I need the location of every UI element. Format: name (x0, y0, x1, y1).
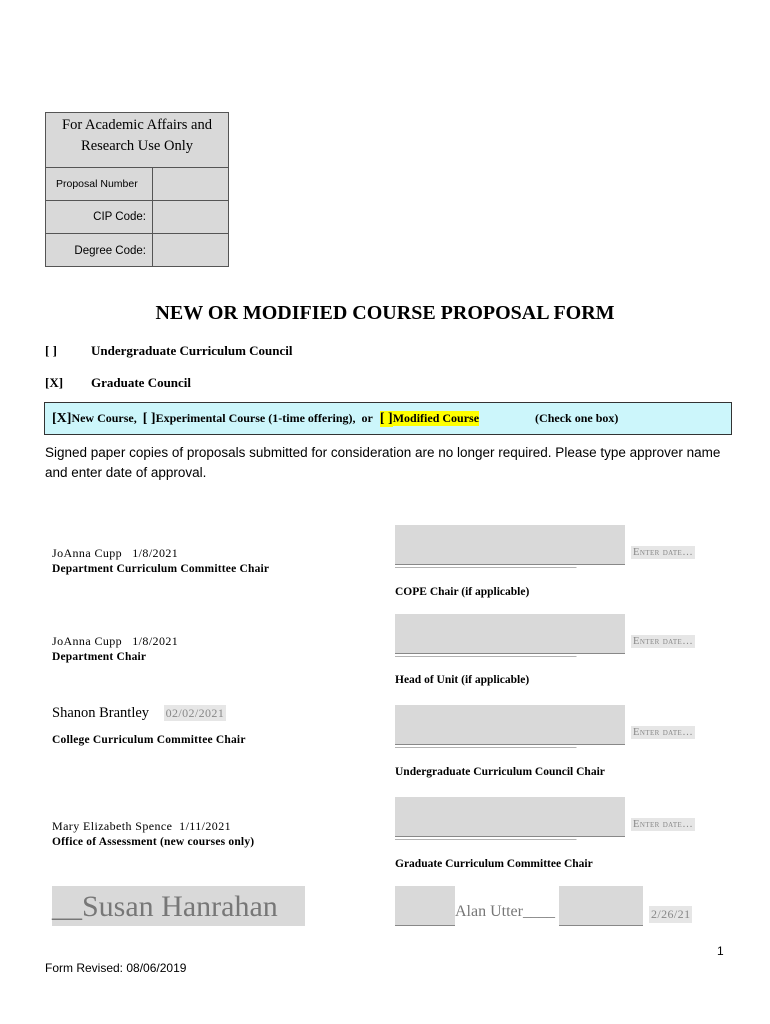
form-revised-footer: Form Revised: 08/06/2019 (45, 961, 187, 975)
signer-date[interactable]: 02/02/2021 (165, 706, 225, 720)
new-course-checkbox[interactable]: [X] (52, 410, 72, 426)
signer-name[interactable]: JoAnna Cupp (52, 546, 123, 560)
proposal-number-field[interactable] (153, 168, 228, 200)
council-option-graduate[interactable] (0, 375, 770, 393)
degree-code-label: Degree Code: (46, 234, 153, 267)
head-of-unit-signature-field[interactable]: _________________________________ (395, 614, 625, 654)
head-of-unit-date-field[interactable]: Enter date… (633, 636, 694, 647)
alan-utter-signature[interactable] (395, 886, 645, 926)
council-label-graduate: Graduate Council (91, 375, 192, 390)
signer-role: Department Curriculum Committee Chair (52, 563, 270, 575)
signer-name[interactable]: Shanon Brantley (52, 705, 150, 721)
form-title: NEW OR MODIFIED COURSE PROPOSAL FORM (155, 302, 615, 324)
ucc-chair-signature-field[interactable]: _________________________________ (395, 705, 625, 745)
new-course-label: New Course, (71, 411, 137, 425)
signer-role: College Curriculum Committee Chair (52, 734, 246, 746)
cip-code-label: CIP Code: (46, 201, 153, 233)
ucc-chair-date-field[interactable]: Enter date… (633, 727, 694, 738)
or-text: or (361, 411, 373, 425)
signature-segment (395, 886, 455, 926)
left-signature-3 (52, 705, 246, 746)
gcc-chair-date-field[interactable]: Enter date… (633, 819, 694, 830)
check-one-note: (Check one box) (535, 411, 619, 425)
gcc-chair-label: Graduate Curriculum Committee Chair (395, 858, 593, 870)
instructions-text: Signed paper copies of proposals submitted for consideration are no longer required. Please type approver name and enter date of approval. (45, 445, 721, 480)
left-signature-2 (52, 634, 178, 663)
use-box-heading: For Academic Affairs and Research Use Only (46, 113, 228, 168)
susan-hanrahan-signature[interactable]: __Susan Hanrahan (52, 886, 305, 926)
cip-code-field[interactable] (153, 201, 228, 233)
alan-utter-date[interactable]: 2/26/21 (651, 907, 691, 921)
experimental-course-checkbox[interactable]: [ ] (142, 410, 156, 426)
modified-course-checkbox[interactable]: [ ] (379, 410, 393, 426)
degree-code-field[interactable] (153, 234, 228, 267)
signer-date[interactable]: 1/11/2021 (179, 819, 231, 833)
proposal-number-row (46, 168, 228, 201)
signer-role: Department Chair (52, 651, 147, 663)
gcc-chair-signature-field[interactable]: _________________________________ (395, 797, 625, 837)
academic-affairs-use-box (45, 112, 229, 267)
council-checkbox-graduate[interactable]: [X] (45, 375, 64, 390)
cope-chair-signature-field[interactable]: _________________________________ (395, 525, 625, 565)
council-label-undergrad: Undergraduate Curriculum Council (91, 343, 293, 358)
experimental-course-label: Experimental Course (1-time offering), (155, 411, 356, 425)
signer-role: Office of Assessment (new courses only) (52, 836, 255, 848)
left-signature-4 (52, 819, 254, 848)
cip-code-row (46, 201, 228, 234)
ucc-chair-label: Undergraduate Curriculum Council Chair (395, 766, 605, 778)
course-type-box (44, 402, 732, 435)
cope-chair-label: COPE Chair (if applicable) (395, 586, 530, 598)
signer-date[interactable]: 1/8/2021 (132, 546, 179, 560)
signer-name[interactable]: JoAnna Cupp (52, 634, 123, 648)
page-number: 1 (717, 944, 724, 958)
modified-course-label: Modified Course (392, 411, 480, 425)
head-of-unit-label: Head of Unit (if applicable) (395, 674, 530, 686)
signature-segment (559, 886, 643, 926)
cope-chair-date-field[interactable]: Enter date… (633, 547, 694, 558)
alan-utter-name: Alan Utter____ (455, 903, 555, 920)
signer-date[interactable]: 1/8/2021 (132, 634, 179, 648)
signer-name[interactable]: Mary Elizabeth Spence (52, 819, 173, 833)
proposal-number-label: Proposal Number (46, 168, 153, 200)
council-checkbox-undergrad[interactable]: [ ] (45, 343, 57, 358)
degree-code-row (46, 234, 228, 267)
left-signature-1 (52, 546, 269, 575)
council-option-undergrad[interactable] (0, 343, 770, 361)
